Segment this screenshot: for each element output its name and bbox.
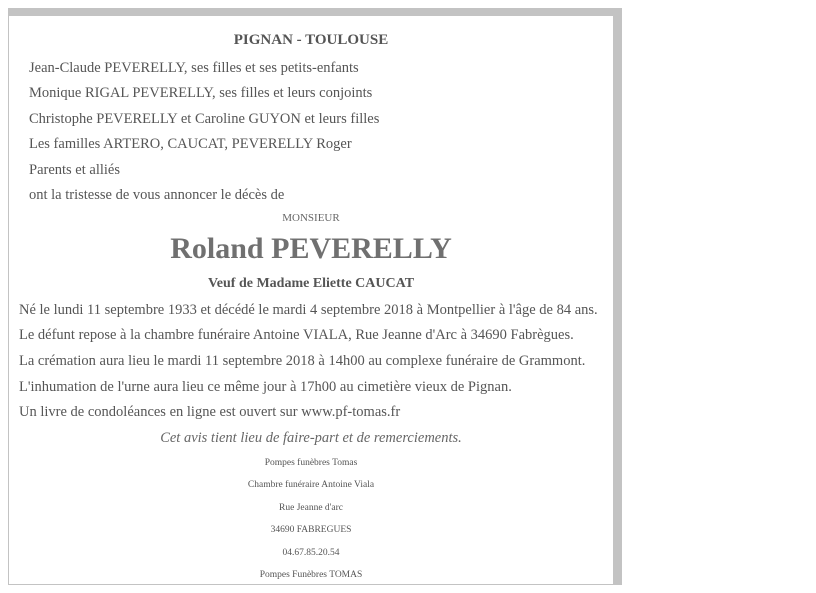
notice-frame — [8, 8, 622, 585]
deceased-name: Roland PEVERELLY — [170, 232, 452, 265]
family-line: Christophe PEVERELLY et Caroline GUYON et leurs filles — [29, 111, 380, 127]
widower-of: Veuf de Madame Eliette CAUCAT — [207, 276, 415, 291]
footer-line: Rue Jeanne d'arc — [279, 503, 343, 513]
cremation-line: La crémation aura lieu le mardi 11 septembre 2018 à 14h00 au complexe funéraire de Grammont. — [19, 353, 586, 369]
footer-line: 34690 FABREGUES — [270, 525, 352, 535]
notice-title: PIGNAN - TOULOUSE — [233, 32, 389, 48]
footer-line: Pompes funèbres Tomas — [264, 458, 358, 468]
family-line: Parents et alliés — [29, 162, 121, 178]
family-line: Monique RIGAL PEVERELLY, ses filles et leurs conjoints — [29, 85, 373, 101]
family-line: Les familles ARTERO, CAUCAT, PEVERELLY Roger — [29, 136, 352, 152]
condolences-line: Un livre de condoléances en ligne est ouvert sur www.pf-tomas.fr — [19, 404, 401, 420]
honorific: MONSIEUR — [282, 212, 340, 224]
footer-line: Pompes Funèbres TOMAS — [259, 570, 363, 580]
family-line: Jean-Claude PEVERELLY, ses filles et ses petits-enfants — [29, 60, 359, 76]
closing-note: Cet avis tient lieu de faire-part et de remerciements. — [160, 430, 462, 446]
burial-line: L'inhumation de l'urne aura lieu ce même jour à 17h00 au cimetière vieux de Pignan. — [19, 379, 512, 395]
death-notice — [9, 16, 613, 584]
footer-phone: 04.67.85.20.54 — [282, 548, 340, 558]
birth-death-line: Né le lundi 11 septembre 1933 et décédé le mardi 4 septembre 2018 à Montpellier à l'âge de 84 ans. — [19, 302, 598, 318]
repose-line: Le défunt repose à la chambre funéraire Antoine VIALA, Rue Jeanne d'Arc à 34690 Fabrègues. — [19, 327, 574, 343]
footer-line: Chambre funéraire Antoine Viala — [247, 480, 375, 490]
announcement-line: ont la tristesse de vous annoncer le décès de — [29, 187, 285, 203]
